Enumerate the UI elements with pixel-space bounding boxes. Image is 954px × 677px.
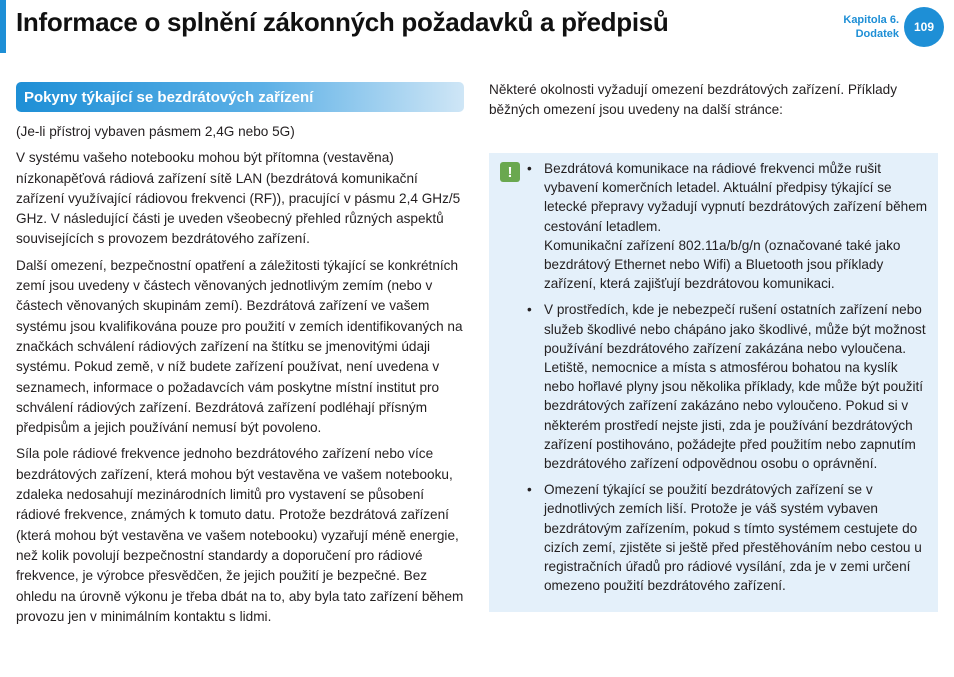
bullet-icon: • [527,482,532,498]
note-hazardous-environments: V prostředích, kde je nebezpečí rušení ostatních zařízení nebo služeb škodlivé nebo chápáno jako škodlivé, může být možnost používání bezdrátového zařízení zakázána nebo vyloučena. Letiště, nemocnice a místa s atmosférou bohatou na kyslík nebo hořlavé plyny jsou několika příklady, kde může být použití bezdrátových zařízení zakázáno nebo vyloučeno. Pokud si v některém prostředí nejste jisti, zda je používání bezdrátových zařízení postihováno, požádejte před použitím nebo zapnutím bezdrátového zařízení odpovědnou osobu o oprávnění. [544,302,926,472]
note-wifi-bluetooth: Komunikační zařízení 802.11a/b/g/n (označované také jako bezdrátový Ethernet nebo Wifi) a Bluetooth jsou příklady zařízení, která zajišťují bezdrátovou komunikaci. [544,237,901,292]
bullet-icon: • [527,161,532,176]
note-box [489,153,938,612]
note-aircraft: Bezdrátová komunikace na rádiové frekvenci může rušit vybavení komerčních letadel. Aktuální předpisy týkající se letecké přepravy vyžadují vypnutí bezdrátových zařízení během cestování letadlem. [544,161,928,234]
paragraph-restrictions: Další omezení, bezpečnostní opatření a záležitosti týkající se konkrétních zemí jsou uvedeny v částech věnovaných jednotlivým zemím (nebo v částech věnovaných skupinám zemí). Bezdrátová zařízení ve vašem systému jsou kvalifikována pouze pro použití v zemích identifikovaných na značkách schválení rádiových zařízení na štítku se jmenovitými údaji systému. Pokud země, v níž budete zařízení používat, není uvedena v seznamech, informace o požadavcích vám poskytne místní institut pro schválení rádiových zařízení. Bezdrátová zařízení podléhají přísným předpisům a jejich používání nemusí být povoleno. [16,257,463,436]
left-column [16,122,466,633]
note-list [527,159,929,602]
chapter-label [843,13,899,41]
note-country-restrictions: Omezení týkající se použití bezdrátových zařízení se v jednotlivých zemích liší. Protože je váš systém vybaven bezdrátovým zařízením, pokud s tímto systémem cestujete do cizích zemí, zjistěte si ještě před přestěhováním nebo cestou u registračních úřadů pro rádiové vysílání, zda je v zemi určení omezeno použití bezdrátového zařízení. [544,482,922,594]
paragraph-rf-exposure: Síla pole rádiové frekvence jednoho bezdrátového zařízení nebo více bezdrátových zařízení, která mohou být vestavěna ve vašem notebooku, zdaleka nedosahují mezinárodních limitů pro vystavení se působení rádiové frekvence, známých k tomuto datu. Protože bezdrátová zařízení (která mohou být vestavěna ve vašem notebooku) vyzařují méně energie, než kolik povolují bezpečnostní standardy a doporučení pro rádiové frekvence, je výrobce přesvědčen, že jejich použití je bezpečné. Bez ohledu na úrovně výkonu je třeba dbát na to, aby byla tato zařízení během provozu jen v minimálním kontaktu s lidmi. [16,446,464,624]
chapter-name: Dodatek [855,28,899,40]
list-item [527,300,929,473]
page-number-badge: 109 [904,7,944,47]
paragraph-band-note: (Je-li přístroj vybaven pásmem 2,4G nebo 5G) [16,124,295,139]
list-item [527,480,929,595]
exclamation-icon: ! [500,162,520,182]
chapter-number: Kapitola 6. [843,14,899,26]
right-intro-text: Některé okolnosti vyžadují omezení bezdrátových zařízení. Příklady běžných omezení jsou uvedeny na další stránce: [489,82,898,118]
page-title: Informace o splnění zákonných požadavků a předpisů [16,7,669,37]
list-item [527,159,929,293]
section-heading: Pokyny týkající se bezdrátových zařízení [16,82,464,112]
bullet-icon: • [527,302,532,318]
header-accent-bar [0,0,6,53]
paragraph-overview: V systému vašeho notebooku mohou být přítomna (vestavěna) nízkonapěťová rádiová zařízení sítě LAN (bezdrátová komunikační zařízení využívající rádiovou frekvenci (RF)), pracující v pásmu 2,4 GHz/5 GHz. V následující části je uveden všeobecný přehled různých aspektů souvisejících s provozem bezdrátového zařízení. [16,150,461,247]
